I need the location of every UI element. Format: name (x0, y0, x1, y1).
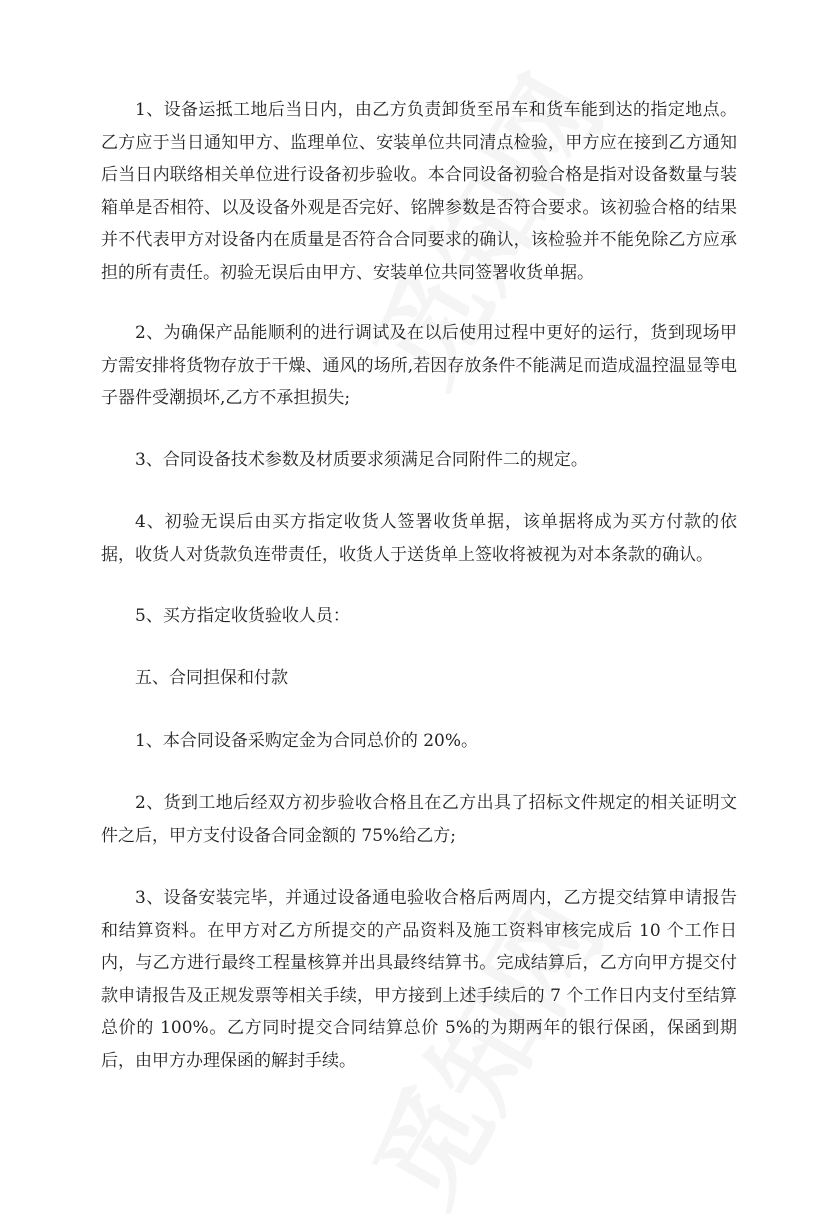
clause-technical-params: 3、合同设备技术参数及材质要求须满足合同附件二的规定。 (135, 450, 588, 470)
clause-payment-75: 2、货到工地后经双方初步验收合格且在乙方出具了招标文件规定的相关证明文件之后，甲方支付设备合同金额的 75%给乙方; (101, 793, 737, 846)
clause-delivery-inspection: 1、设备运抵工地后当日内，由乙方负责卸货至吊车和货车能到达的指定地点。乙方应于当日通知甲方、监理单位、安装单位共同清点检验，甲方应在接到乙方通知后当日内联络相关单位进行设备初步验收。本合同设备初验合格是指对设备数量与装箱单是否相符、以及设备外观是否完好、铭牌参数是否符合要求。该初验合格的结果并不代表甲方对设备内在质量是否符合合同要求的确认，该检验并不能免除乙方应承担的所有责任。初验无误后由甲方、安装单位共同签署收货单据。 (101, 100, 737, 283)
clause-final-settlement: 3、设备安装完毕，并通过设备通电验收合格后两周内，乙方提交结算申请报告和结算资料。在甲方对乙方所提交的产品资料及施工资料审核完成后 10 个工作日内，与乙方进行最终工程量核算并出具最终结算书。完成结算后，乙方向甲方提交付款申请报告及正规发票等相关手续，甲方接到上述手续后的 7 个工作日内支付至结算总价的 100%。乙方同时提交合同结算总价 5%的为期两年的银行保函，保函到期后，由甲方办理保函的解封手续。 (101, 888, 737, 1071)
clause-storage: 2、为确保产品能顺利的进行调试及在以后使用过程中更好的运行，货到现场甲方需安排将货物存放于干燥、通风的场所,若因存放条件不能满足而造成温控温显等电子器件受潮损坏,乙方不承担损失; (101, 323, 737, 408)
clause-receipt: 4、初验无误后由买方指定收货人签署收货单据，该单据将成为买方付款的依据，收货人对货款负连带责任，收货人于送货单上签收将被视为对本条款的确认。 (101, 512, 737, 565)
clause-deposit: 1、本合同设备采购定金为合同总价的 20%。 (135, 731, 479, 751)
clause-receiver: 5、买方指定收货验收人员： (135, 606, 350, 626)
section-heading-guarantee-payment: 五、合同担保和付款 (135, 668, 288, 688)
